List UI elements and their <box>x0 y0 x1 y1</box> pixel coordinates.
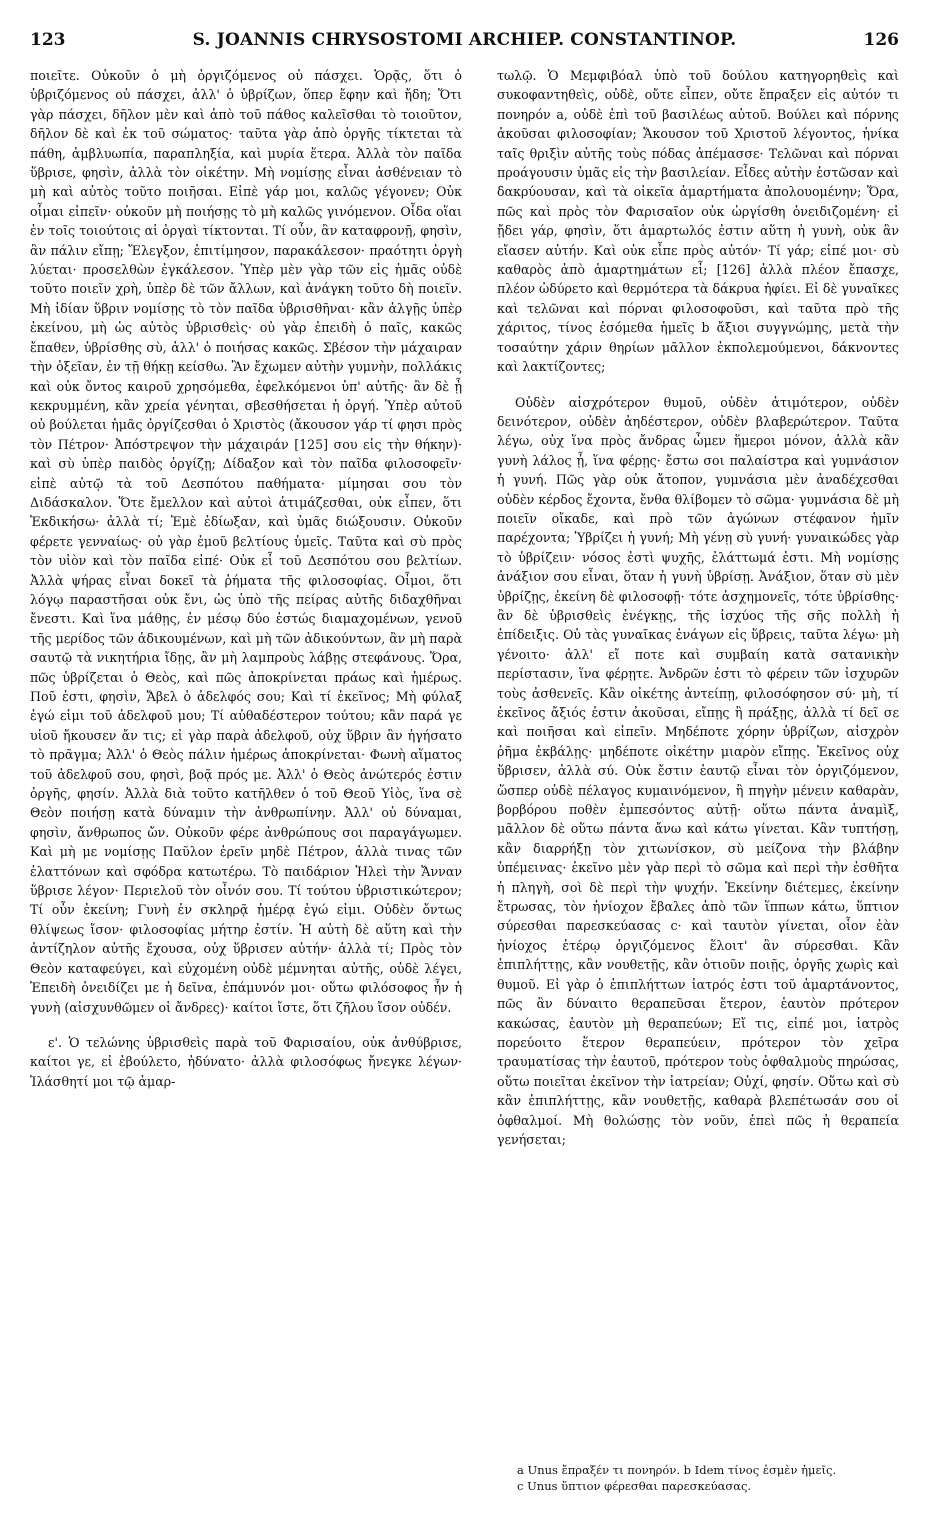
paragraph-gap <box>30 1017 462 1033</box>
footnote-line: c Unus ὕπτιον φέρεσθαι παρεσκεύασας. <box>517 1479 752 1493</box>
right-column <box>497 66 899 1149</box>
right-paragraph-2: Οὐδὲν αἰσχρότερον θυμοῦ, οὐδὲν ἀτιμότερον, οὐδὲν δεινότερον, οὐδὲν ἀηδέστερον, οὐδὲν βλαβερώτερον. Ταῦτα λέγω, οὐχ ἵνα πρὸς ἄνδρας ὦμεν ἥμεροι μόνον, ἀλλὰ κἂν γυνὴ λάλος ᾖ, ἵνα φέρῃς· ἔστω σοι παλαίστρα καὶ γυμνάσιον ἡ γυνή. Πῶς γὰρ οὐκ ἄτοπον, γυμνάσια μὲν ἀναδέχεσθαι οὐδὲν κέρδος ἔχοντα, ἔνθα θλίβομεν τὸ σῶμα· γυμνάσια δὲ μὴ ποιεῖν οἴκαδε, καὶ πρὸ τῶν ἀγώνων στέφανον ἡμῖν παρέχοντα; Ὑβρίζει ἡ γυνή; Μὴ γένῃ σὺ γυνή· γυναικώδες γὰρ τὸ ὑβρίζειν· νόσος ἐστὶ ψυχῆς, ἐλάττωμά ἐστι. Μὴ νομίσῃς ἀνάξιον σου εἶναι, ὅταν ἡ γυνὴ ὑβρίσῃ. Ἀνάξιον, ὅταν σὺ μὲν ὑβρίζῃς, ἐκείνη δὲ φιλοσοφῇ· τότε ἀσχημονεῖς, τότε ὑβρίσθης· ἂν δὲ ὑβρισθεὶς ἐνέγκῃς, τῆς ἰσχύος τῆς σῆς πολλὴ ἡ ἐπίδειξις. Οὐ τὰς γυναῖκας ἐνάγων εἰς ὕβρεις, ταῦτα λέγω· μὴ γένοιτο· ἀλλ' εἴ ποτε καὶ συμβαίη κατὰ σατανικὴν περίστασιν, ἵνα φέρῃτε. Ἀνδρῶν ἐστι τὸ φέρειν τῶν ἰσχυρῶν τοὺς ἀσθενεῖς. Κἂν οἰκέτης ἀντείπῃ, φιλοσόφησον σύ· μὴ, τί ἐκεῖνος ἄξιός ἐστιν ἀκοῦσαι, εἴπῃς ἢ πράξῃς, ἀλλὰ τί δεῖ σε καὶ ποιῆσαι καὶ εἰπεῖν. Μηδέποτε χόρην ὑβρίζων, αἰσχρὸν ῥῆμα ἐκβάλῃς· μηδέποτε οἰκέτην μιαρὸν εἴπῃς. Ἐκεῖνος οὐχ ὕβρισεν, ἀλλὰ σύ. Οὐκ ἔστιν ἑαυτῷ εἶναι τὸν ὀργιζόμενον, ὥσπερ οὐδὲ πέλαγος κυμαινόμενον, ἢ πηγὴν μένειν καθαρὰν, βορβόρου ποθὲν ἐμπεσόντος αὐτῇ· οὕτω πάντα ἀναμὶξ, μᾶλλον δὲ οὕτω πάντα ἄνω καὶ κάτω γίνεται. Κἂν τυπτήσῃ, κἂν διαρρήξῃ τὸν χιτωνίσκον, σὺ μείζονα τὴν βλάβην ὑπέμεινας· ἐκεῖνο μὲν γὰρ περὶ τὸ σῶμα καὶ περὶ τὴν ἐσθῆτα ἡ πληγὴ, σοὶ δὲ περὶ τὴν ψυχήν. Ἐκείνην διέτεμες, ἐκείνην ἔτρωσας, τὸν ἡνίοχον ἔβαλες ἀπὸ τῶν ἵππων κάτω, ὕπτιον σύρεσθαι παρεσκεύασας c· καὶ ταυτὸν γίνεται, οἷον ἐὰν ἡνίοχος ἑτέρῳ ὀργιζόμενος ἕλοιτ' ἂν σύρεσθαι. Κἂν ἐπιπλήττῃς, κἂν νουθετῇς, κἂν ὁτιοῦν ποιῇς, ὀργῆς χωρὶς καὶ θυμοῦ. Εἰ γὰρ ὁ ἐπιπλήττων ἰατρός ἐστι τοῦ ἁμαρτάνοντος, πῶς ἂν δύναιτο θεραπεῦσαι ἕτερον, ἑαυτὸν πρότερον κακώσας, ἑαυτὸν μὴ θεραπεύων; Εἴ τις, εἰπέ μοι, ἰατρὸς πορεύοιτο ἕτερον θεραπεύειν, πρότερον τὸν χεῖρα τραυματίσας τὴν ἑαυτοῦ, πρότερον τοὺς ὀφθαλμοὺς πηρώσας, οὕτω ποιεῖται ἐκεῖνον τὴν ἰατρείαν; Οὐχί, φησίν. Οὕτω καὶ σὺ κἂν ἐπιπλήττῃς, κἂν νουθετῇς, καθαρὰ βλεπέτωσάν σου οἱ ὀφθαλμοί. Μὴ θολώσῃς τὸν νοῦν, ἐπεὶ πῶς ἡ θεραπεία γενήσεται; <box>497 394 899 1147</box>
left-paragraph-1: ποιεῖτε. Οὐκοῦν ὁ μὴ ὀργιζόμενος οὐ πάσχει. Ὁρᾷς, ὅτι ὁ ὑβριζόμενος οὐ πάσχει, ἀλλ' ὁ ὑβρίζων, ὅπερ ἔφην καὶ ἤδη; Ὅτι γὰρ πάσχει, δῆλον μὲν καὶ ἀπὸ τοῦ πάθος καλεῖσθαι τὸ τοιοῦτον, δῆλον δὲ καὶ ἐκ τοῦ σώματος· ταῦτα γὰρ ἀπὸ ὀργῆς τίκτεται τὰ πάθη, ἀμβλυωπία, παραπληξία, καὶ μυρία ἕτερα. Ἀλλὰ τὸν παῖδα ὕβρισε, φησὶν, ἀλλὰ τὸν οἰκέτην. Μὴ νομίσῃς εἶναι ἀσθένειαν τὸ μὴ καὶ αὐτὸς τοῦτο ποιῆσαι. Εἰπὲ γάρ μοι, καλῶς γέγονεν; Οὐκ οἶμαι εἰπεῖν· οὐκοῦν μὴ ποιήσῃς τὸ μὴ καλῶς γινόμενον. Οἶδα οἵαι ἐν τοῖς τοιούτοις αἱ ὀργαὶ τίκτονται. Τί οὖν, ἂν καταφρονῇ, φησὶν, ἂν πάλιν εἴπῃ; Ἔλεγξον, ἐπιτίμησον, παρακάλεσον· πραότητι ὀργὴ λύεται· προσελθὼν ἐγκάλεσον. Ὑπὲρ μὲν γὰρ τῶν εἰς ἡμᾶς οὐδὲ τοῦτο ποιεῖν χρὴ, ὑπὲρ δὲ τῶν ἄλλων, καὶ ἀνάγκη τοῦτο δὴ ποιεῖν. Μὴ ἰδίαν ὕβριν νομίσῃς τὸ τὸν παῖδα ὑβρισθῆναι· κἂν ἀλγῇς ὑπὲρ ἐκείνου, μὴ ὡς αὐτὸς ὑβρισθεὶς· οὐ γὰρ ἐπειδὴ ὁ παῖς, κακῶς ἔπαθεν, ὑβρίσθης σὺ, ἀλλ' ὁ ποιήσας κακῶς. Σβέσον τὴν μάχαιραν τὴν ὀξεῖαν, ἐν τῇ θήκῃ κείσθω. Ἂν ἔχωμεν αὐτὴν γυμνὴν, πολλάκις καὶ οὐκ ὄντος καιροῦ χρησόμεθα, ἐφελκόμενοι ὑπ' αὐτῆς· ἂν δὲ ᾖ κεκρυμμένη, κἂν χρεία γένηται, σβεσθήσεται ἡ ὀργή. Ὑπὲρ αὐτοῦ οὐ βούλεται ἡμᾶς ὀργίζεσθαι ὁ Χριστὸς (ἄκουσον γάρ τί φησι πρὸς τὸν Πέτρον· Ἀπόστρεψον τὴν μάχαιράν [125] σου εἰς τὴν θήκην)· καὶ σὺ ὑπὲρ παιδὸς ὀργίζῃ; Δίδαξον καὶ τὸν παῖδα φιλοσοφεῖν· εἰπὲ αὐτῷ τὰ τοῦ Δεσπότου παθήματα· μίμησαι σου τὸν Διδάσκαλον. Ὅτε ἔμελλον καὶ αὐτοὶ ἀτιμάζεσθαι, οὐκ εἶπεν, ὅτι Ἐκδικήσω· ἀλλὰ τί; Ἐμὲ ἐδίωξαν, καὶ ὑμᾶς διώξουσιν. Οὐκοῦν φέρετε γενναίως· οὐ γὰρ ἐμοῦ βελτίους ὑμεῖς. Ταῦτα καὶ σὺ πρὸς τὸν υἱὸν καὶ τὸν παῖδα εἰπέ· Οὐκ εἶ τοῦ Δεσπότου σου βελτίων. Ἀλλὰ ψήρας εἶναι δοκεῖ τὰ ῥήματα τῆς φιλοσοφίας. Οἶμοι, ὅτι λόγῳ παραστῆσαι οὐκ ἔνι, ὡς ὑπὸ τῆς πείρας αὐτῆς διδαχθῆναι ἔνεστι. Καὶ ἵνα μάθῃς, ἐν μέσῳ δύο ἐστώς διαμαχομένων, γενοῦ τῆς μερίδος τῶν ἀδικουμένων, καὶ μὴ τῶν ἀδικούντων, ἂν μὴ παρὰ σαυτῷ τὰ νικητήρια ἴδῃς, ἂν μὴ λαμπροὺς λάβῃς στεφάνους. Ὅρα, πῶς ὑβρίζεται ὁ Θεὸς, καὶ πῶς ἀποκρίνεται πράως καὶ ἡμέρως. Ποῦ ἐστι, φησὶν, Ἄβελ ὁ ἀδελφός σου; Καὶ τί ἐκεῖνος; Μὴ φύλαξ ἐγώ εἰμι τοῦ ἀδελφοῦ μου; Τί αὐθαδέστερον τούτου; κἂν παρά γε υἱοῦ ἤκουσεν ἄν τις; εἰ γὰρ παρὰ ἀδελφοῦ, οὐχ ὕβριν ἂν ἡγήσατο τὸ πρᾶγμα; Ἀλλ' ὁ Θεὸς πάλιν ἡμέρως ἀποκρίνεται· Φωνὴ αἵματος τοῦ ἀδελφοῦ σου, φησὶ, βοᾷ πρός με. Ἀλλ' ὁ Θεὸς ἀνώτερός ἐστιν ὀργῆς, φησίν. Ἀλλὰ διὰ τοῦτο κατῆλθεν ὁ τοῦ Θεοῦ Υἱὸς, ἵνα σὲ Θεὸν ποιήσῃ κατὰ δύναμιν τὴν ἀνθρωπίνην. Ἀλλ' οὐ δύναμαι, φησὶν, ἄνθρωπος ὤν. Οὐκοῦν φέρε ἀνθρώπους σοι παραγάγωμεν. Καὶ μὴ με νομίσῃς Παῦλον ἐρεῖν μηδὲ Πέτρον, ἀλλὰ τινας τῶν ἐλαττόνων καὶ σφόδρα κατωτέρω. Τὸ παιδάριον Ἠλεὶ τὴν Ἄνναν ὕβρισε λέγον· Περιελοῦ τὸν οἶνόν σου. Τί τούτου ὑβριστικώτερον; Τί οὖν ἐκείνη; Γυνὴ ἐν σκληρᾷ ἡμέρᾳ ἐγώ εἰμι. Οὐδὲν ὄντως θλίψεως ἴσον· φιλοσοφίας μήτηρ ἐστίν. Ἡ αὐτὴ δὲ αὕτη καὶ τὴν ἀντίζηλον αὐτῆς ἔχουσα, οὐχ ὕβρισεν αὐτήν· ἀλλὰ τί; Πρὸς τὸν Θεὸν καταφεύγει, καὶ εὐχομένη οὐδὲ μέμνηται αὐτῆς, οὐδὲ λέγει, Ἐπειδὴ ὀνειδίζει με ἡ δεῖνα, ἐπάμυνόν μοι· οὕτω φιλόσοφος ἦν ἡ γυνὴ (αἰσχυνθῶμεν οἱ ἄνδρες)· καίτοι ἴστε, ὅτι ζῆλου ἴσον οὐδέν. <box>30 68 462 1015</box>
page-number-left: 123 <box>30 30 66 50</box>
page-header <box>30 30 899 56</box>
right-paragraph-1: τωλῷ. Ὁ Μεμφιβόαλ ὑπὸ τοῦ δούλου κατηγορηθεὶς καὶ συκοφαντηθεὶς, οὐδὲ, οὔτε εἶπεν, οὔτε ἔπραξεν εἰς αὐτόν τι πονηρόν a, οὐδὲ ἐπὶ τοῦ βασιλέως αὐτοῦ. Βούλει καὶ πόρνης ἀκοῦσαι φιλοσοφίαν; Ἄκουσον τοῦ Χριστοῦ λέγοντος, ἡνίκα ταῖς θριξὶν αὐτῆς τοὺς πόδας ἀπέμασσε· Τελῶναι καὶ πόρναι προάγουσιν ὑμᾶς εἰς τὴν βασιλείαν. Εἶδες αὐτὴν ἑστῶσαν καὶ δακρύουσαν, καὶ τὰ οἰκεῖα ἁμαρτήματα ἀπολουομένην; Ὅρα, πῶς καὶ πρὸς τὸν Φαρισαῖον οὐκ ὠργίσθη ὀνειδιζομένη· εἰ ᾔδει γάρ, φησὶν, ὅτι ἁμαρτωλός ἐστιν αὕτη ἡ γυνὴ, οὐκ ἂν εἴασεν αὐτήν. Καὶ οὐκ εἶπε πρὸς αὐτόν· Τί γάρ; εἰπέ μοι· σὺ καθαρὸς ἀπὸ ἁμαρτημάτων εἶ; [126] ἀλλὰ πλέον ἔπασχε, πλέον ὠδύρετο καὶ θερμότερα τὰ δάκρυα ἠφίει. Εἰ δὲ γυναῖκες καὶ τελῶναι καὶ πόρναι φιλοσοφοῦσι, καὶ ταῦτα πρὸ τῆς χάριτος, τίνος ἐσόμεθα ἡμεῖς b ἄξιοι συγγνώμης, μετὰ τὴν τοσαύτην χάριν θηρίων μᾶλλον ἐκπολεμούμενοι, δάκνοντες καὶ λακτίζοντες; <box>497 68 899 375</box>
page-number-right: 126 <box>863 30 899 50</box>
paragraph-gap <box>497 377 899 393</box>
left-column <box>30 66 462 1091</box>
footnotes <box>497 1462 899 1494</box>
running-title: S. JOANNIS CHRYSOSTOMI ARCHIEP. CONSTANTINOP. <box>192 30 737 50</box>
left-paragraph-2: ε'. Ὁ τελώνης ὑβρισθεὶς παρὰ τοῦ Φαρισαίου, οὐκ ἀνθύβρισε, καίτοι γε, εἰ ἐβούλετο, ἠδύνατο· ἀλλὰ φιλοσόφως ἤνεγκε λέγων· Ἱλάσθητί μοι τῷ ἁμαρ- <box>30 1034 462 1089</box>
footnote-line: a Unus ἔπραξέν τι πονηρόν. b Idem τίνος ἐσμὲν ἡμεῖς. <box>517 1463 837 1477</box>
